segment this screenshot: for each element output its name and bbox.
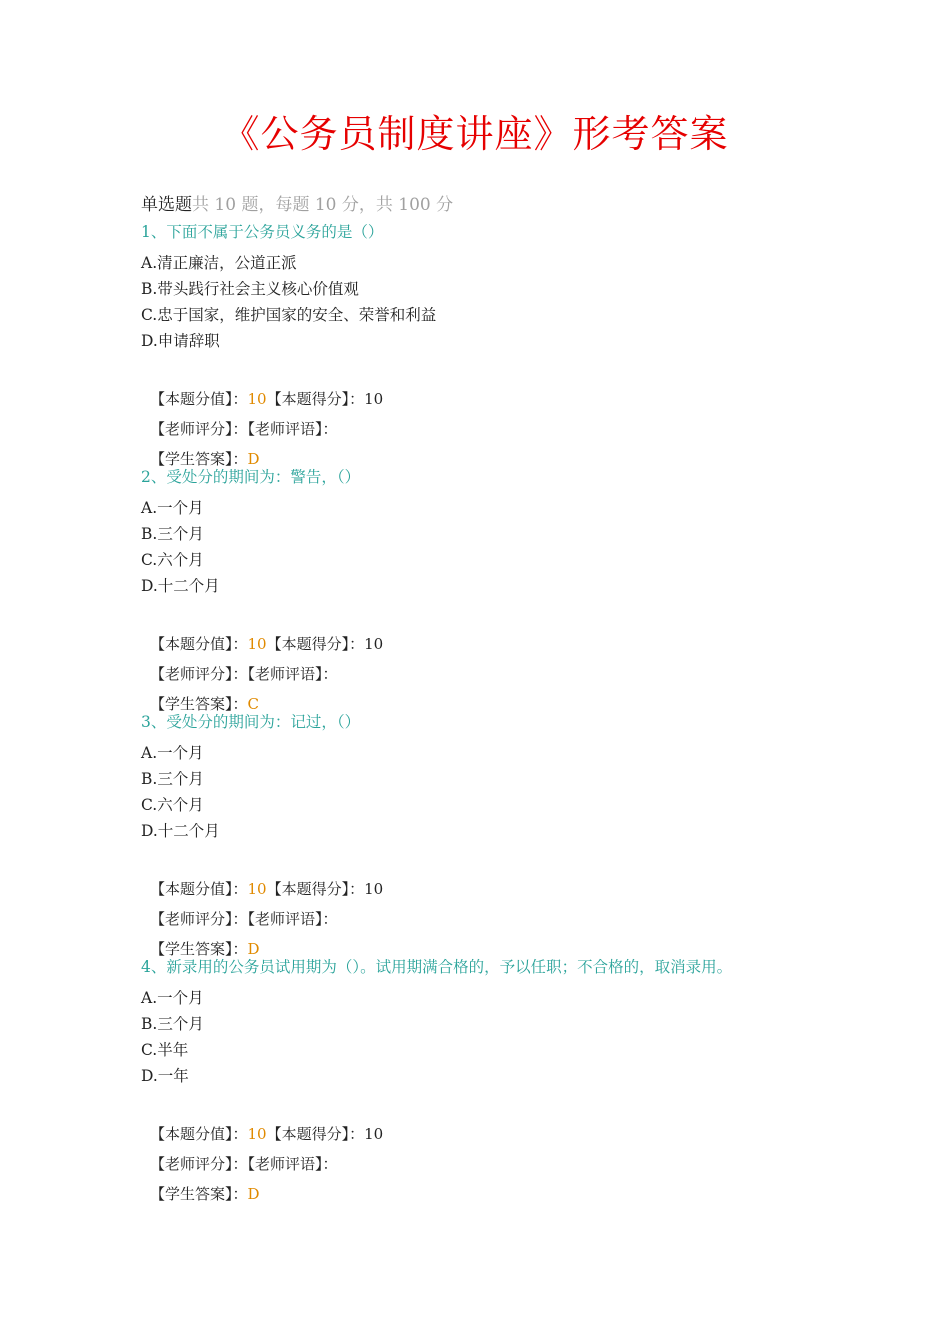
score-earned-label: 【本题得分】：	[266, 1125, 365, 1143]
student-answer-label: 【学生答案】：	[150, 1185, 248, 1203]
option-b: B.带头践行社会主义核心价值观	[141, 280, 359, 298]
option-list	[141, 740, 841, 844]
section-type: 单选题	[141, 195, 192, 215]
question-3	[141, 712, 841, 964]
section-header	[141, 193, 453, 217]
question-4	[141, 957, 841, 1209]
teacher-line	[150, 904, 841, 934]
score-earned-label: 【本题得分】：	[266, 880, 365, 898]
teacher-line	[150, 659, 841, 689]
document-title: 《公务员制度讲座》形考答案	[221, 112, 729, 156]
option-b: B.三个月	[141, 1015, 204, 1033]
option-d: D.十二个月	[141, 822, 220, 840]
question-meta	[141, 1119, 841, 1209]
score-earned: 10	[364, 635, 384, 653]
teacher-comment-label: 【老师评语】：	[247, 910, 338, 928]
option-b: B.三个月	[141, 525, 204, 543]
option-a: A.一个月	[141, 989, 204, 1007]
option-b: B.三个月	[141, 770, 204, 788]
question-text: 2、受处分的期间为：警告，（）	[141, 468, 361, 486]
teacher-comment-label: 【老师评语】：	[247, 665, 338, 683]
score-earned-label: 【本题得分】：	[266, 390, 365, 408]
score-value: 10	[247, 390, 267, 408]
score-earned: 10	[364, 1125, 384, 1143]
question-2	[141, 467, 841, 719]
score-value-label: 【本题分值】：	[150, 635, 248, 653]
teacher-comment-label: 【老师评语】：	[247, 1155, 338, 1173]
option-c: C.六个月	[141, 796, 204, 814]
option-c: C.忠于国家，维护国家的安全、荣誉和利益	[141, 306, 437, 324]
question-meta	[141, 384, 841, 474]
question-meta	[141, 629, 841, 719]
student-answer: D	[247, 940, 260, 958]
teacher-comment-label: 【老师评语】：	[247, 420, 338, 438]
score-line	[150, 384, 841, 414]
option-c: C.半年	[141, 1041, 189, 1059]
student-answer: C	[247, 695, 259, 713]
option-list	[141, 495, 841, 599]
question-text: 4、新录用的公务员试用期为（）。试用期满合格的，予以任职；不合格的，取消录用。	[141, 958, 733, 976]
question-meta	[141, 874, 841, 964]
teacher-line	[150, 1149, 841, 1179]
student-answer-label: 【学生答案】：	[150, 940, 248, 958]
question-text: 1、下面不属于公务员义务的是（）	[141, 223, 384, 241]
score-earned: 10	[364, 880, 384, 898]
teacher-score-label: 【老师评分】：	[150, 665, 248, 683]
option-a: A.一个月	[141, 744, 204, 762]
student-answer: D	[247, 1185, 260, 1203]
student-answer: D	[247, 450, 260, 468]
student-answer-label: 【学生答案】：	[150, 695, 248, 713]
score-value-label: 【本题分值】：	[150, 1125, 248, 1143]
option-c: C.六个月	[141, 551, 204, 569]
question-text: 3、受处分的期间为：记过，（）	[141, 713, 361, 731]
score-value-label: 【本题分值】：	[150, 390, 248, 408]
option-d: D.十二个月	[141, 577, 220, 595]
option-a: A.一个月	[141, 499, 204, 517]
score-value: 10	[247, 880, 267, 898]
score-value: 10	[247, 1125, 267, 1143]
score-value-label: 【本题分值】：	[150, 880, 248, 898]
score-line	[150, 874, 841, 904]
teacher-score-label: 【老师评分】：	[150, 420, 248, 438]
option-list	[141, 985, 841, 1089]
teacher-line	[150, 414, 841, 444]
answer-line	[150, 1179, 841, 1209]
score-earned-label: 【本题得分】：	[266, 635, 365, 653]
option-a: A.清正廉洁，公道正派	[141, 254, 297, 272]
option-d: D.一年	[141, 1067, 189, 1085]
score-earned: 10	[364, 390, 384, 408]
section-summary: 共 10 题，每题 10 分，共 100 分	[192, 195, 454, 215]
score-value: 10	[247, 635, 267, 653]
option-list	[141, 250, 841, 354]
question-1	[141, 222, 841, 474]
option-d: D.申请辞职	[141, 332, 220, 350]
score-line	[150, 629, 841, 659]
teacher-score-label: 【老师评分】：	[150, 910, 248, 928]
teacher-score-label: 【老师评分】：	[150, 1155, 248, 1173]
student-answer-label: 【学生答案】：	[150, 450, 248, 468]
score-line	[150, 1119, 841, 1149]
